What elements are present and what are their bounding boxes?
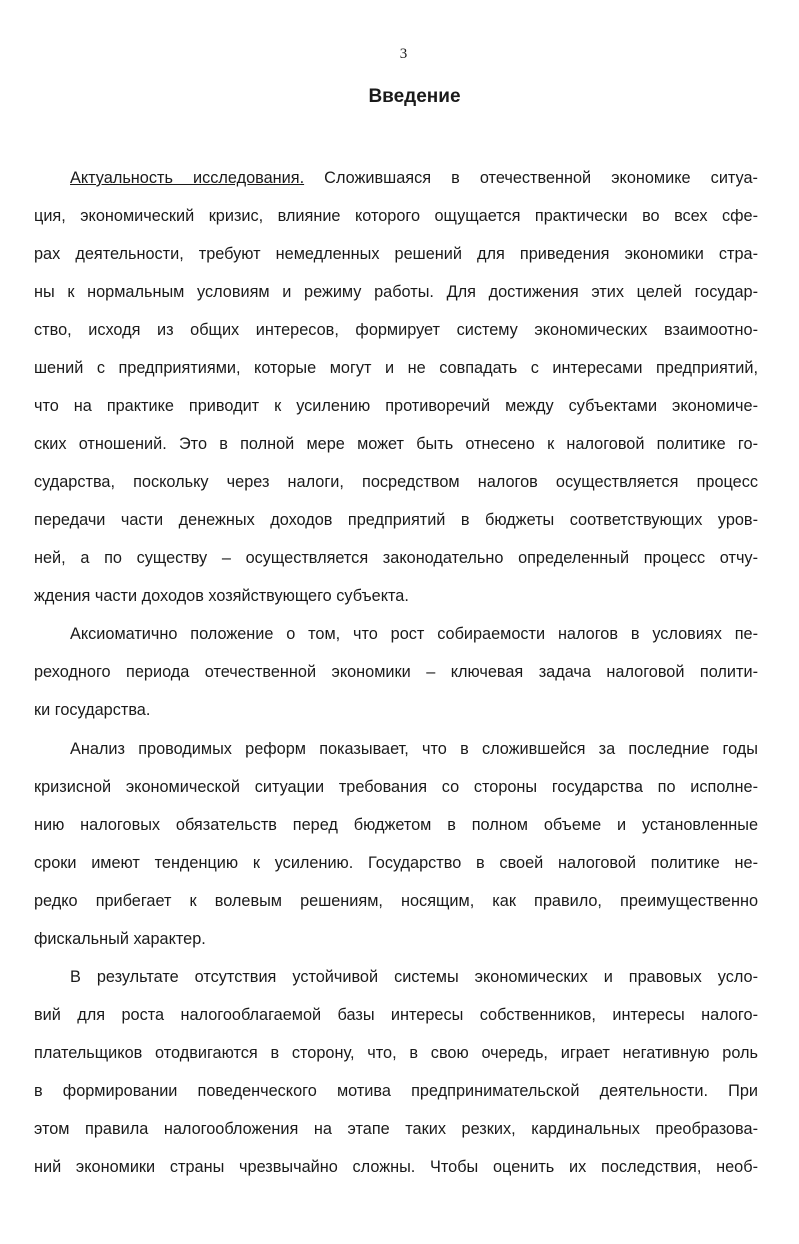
paragraph-line: шений с предприятиями, которые могут и не совпадать с интересами предприятий, <box>34 359 758 377</box>
paragraph-line: ней, а по существу – осуществляется законодательно определенный процесс отчу- <box>34 549 758 567</box>
paragraph-line: реходного периода отечественной экономики – ключевая задача налоговой полити- <box>34 663 758 681</box>
page-number: 3 <box>399 46 408 62</box>
paragraph-line: кризисной экономической ситуации требования со стороны государства по исполне- <box>34 778 758 796</box>
paragraph-line: этом правила налогообложения на этапе таких резких, кардинальных преобразова- <box>34 1120 758 1138</box>
paragraph-line: фискальный характер. <box>34 930 206 948</box>
paragraph-line: Аксиоматично положение о том, что рост собираемости налогов в условиях пе- <box>70 625 758 643</box>
paragraph-line: ских отношений. Это в полной мере может быть отнесено к налоговой политике го- <box>34 435 758 453</box>
paragraph-line: вий для роста налогооблагаемой базы интересы собственников, интересы налого- <box>34 1006 758 1024</box>
paragraph-line: Анализ проводимых реформ показывает, что в сложившейся за последние годы <box>70 740 758 758</box>
paragraph-line: ция, экономический кризис, влияние которого ощущается практически во всех сфе- <box>34 207 758 225</box>
paragraph-line: сроки имеют тенденцию к усилению. Государство в своей налоговой политике не- <box>34 854 758 872</box>
paragraph-line: в формировании поведенческого мотива предпринимательской деятельности. При <box>34 1082 758 1100</box>
paragraph-line: В результате отсутствия устойчивой системы экономических и правовых усло- <box>70 968 758 986</box>
paragraph-line: ны к нормальным условиям и режиму работы. Для достижения этих целей государ- <box>34 283 758 301</box>
paragraph-line: ство, исходя из общих интересов, формирует систему экономических взаимоотно- <box>34 321 758 339</box>
page-title: Введение <box>368 86 461 107</box>
paragraph-line: нию налоговых обязательств перед бюджетом в полном объеме и установленные <box>34 816 758 834</box>
section-lead: Актуальность исследования. <box>70 169 305 187</box>
paragraph-line: плательщиков отодвигаются в сторону, что, в свою очередь, играет негативную роль <box>34 1044 758 1062</box>
paragraph-line: что на практике приводит к усилению противоречий между субъектами экономиче- <box>34 397 758 415</box>
paragraph-line: ний экономики страны чрезвычайно сложны. Чтобы оценить их последствия, необ- <box>34 1158 758 1176</box>
paragraph-line: ждения части доходов хозяйствующего субъекта. <box>34 587 409 605</box>
paragraph-line: сударства, поскольку через налоги, посредством налогов осуществляется процесс <box>34 473 758 491</box>
paragraph-line: передачи части денежных доходов предприятий в бюджеты соответствующих уров- <box>34 511 758 529</box>
paragraph-line: Актуальность исследования. Сложившаяся в отечественной экономике ситуа- <box>70 169 758 187</box>
paragraph-line: редко прибегает к волевым решениям, носящим, как правило, преимущественно <box>34 892 758 910</box>
paragraph-line: ки государства. <box>34 701 151 719</box>
paragraph-line: рах деятельности, требуют немедленных решений для приведения экономики стра- <box>34 245 758 263</box>
